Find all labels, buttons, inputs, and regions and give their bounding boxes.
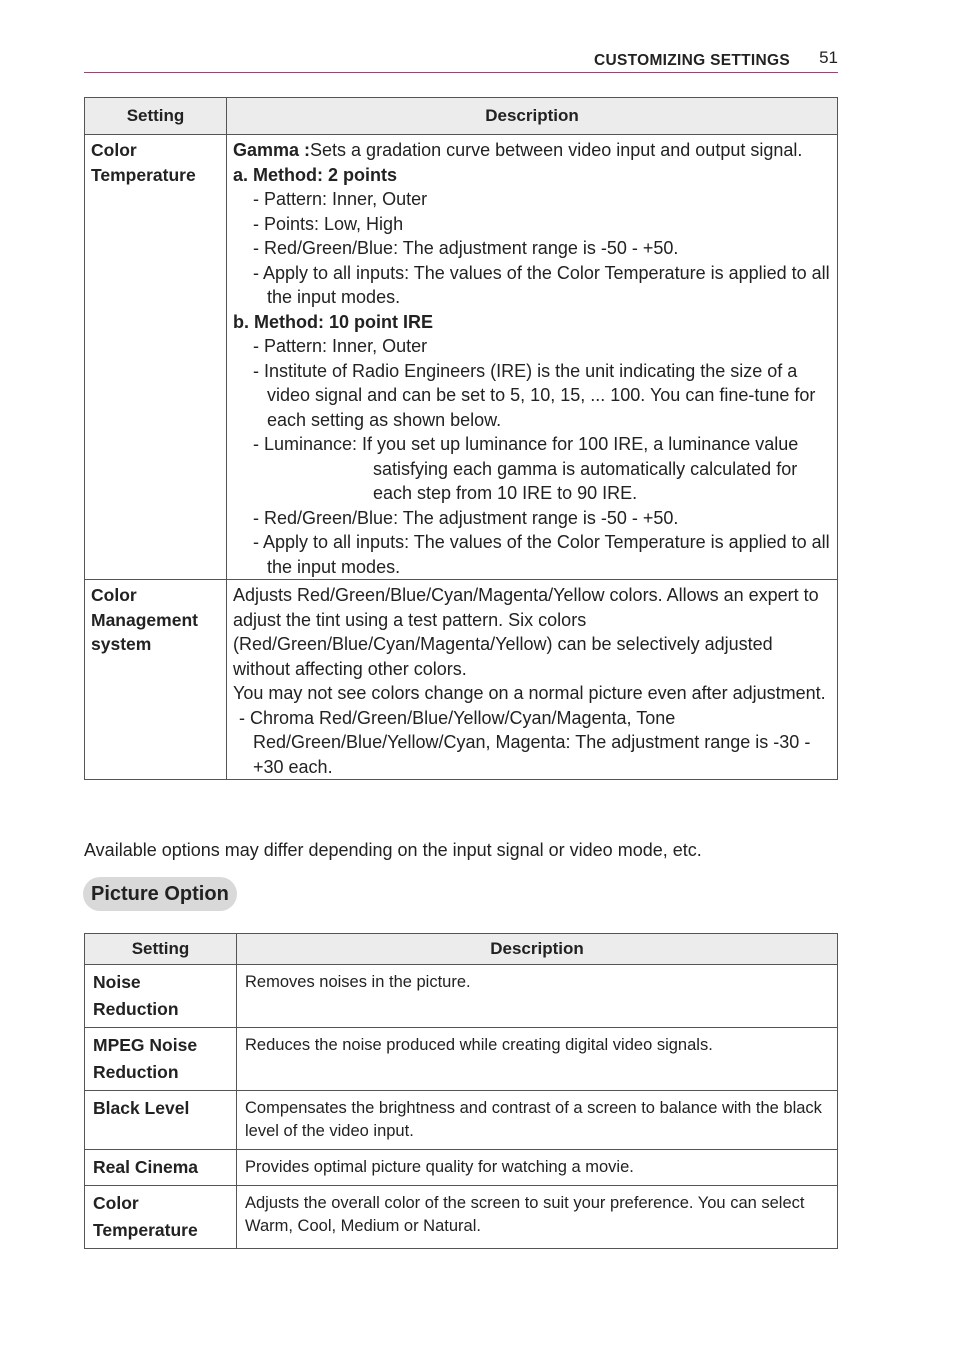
column-header-setting: Setting <box>85 934 237 965</box>
table-row <box>85 965 838 1028</box>
table-header-row <box>85 98 838 135</box>
table-row <box>85 1186 838 1249</box>
list-item: - Chroma Red/Green/Blue/Yellow/Cyan/Magenta, Tone Red/Green/Blue/Yellow/Cyan, Magenta: The adjustment range is -30 - +30 each. <box>239 707 811 777</box>
list-item: - Pattern: Inner, Outer <box>253 189 428 209</box>
description-color-temperature <box>227 135 838 580</box>
table-row <box>85 1091 838 1150</box>
luminance-item: - Luminance: If you set up luminance for 100 IRE, a luminance value satisfying each gamma is automatically calculated for each step from 10 IRE to 90 IRE. <box>253 434 799 503</box>
color-settings-table <box>84 97 838 780</box>
table-row <box>85 1028 838 1091</box>
description-black-level: Compensates the brightness and contrast of a screen to balance with the black level of the video input. <box>237 1091 838 1150</box>
setting-color-temperature: Color Temperature <box>85 135 227 580</box>
method-b-heading: b. Method: 10 point IRE <box>233 311 433 332</box>
picture-option-table <box>84 933 838 1249</box>
list-item: - Apply to all inputs: The values of the Color Temperature is applied to all the input modes. <box>253 262 830 307</box>
table-row <box>85 580 838 780</box>
setting-black-level: Black Level <box>85 1091 237 1150</box>
availability-note: Available options may differ depending on the input signal or video mode, etc. <box>84 840 702 860</box>
column-header-setting: Setting <box>85 98 227 135</box>
section-heading-picture-option: Picture Option <box>83 877 237 911</box>
list-item: - Red/Green/Blue: The adjustment range is -50 - +50. <box>253 507 679 528</box>
list-item: - Red/Green/Blue: The adjustment range is -50 - +50. <box>253 238 679 258</box>
setting-mpeg-noise-reduction: MPEG Noise Reduction <box>85 1028 237 1091</box>
table-header-row <box>85 934 838 965</box>
cms-paragraph-1: Adjusts Red/Green/Blue/Cyan/Magenta/Yellow colors. Allows an expert to adjust the tint using a test pattern. Six colors (Red/Green/Blue/Cyan/Magenta/Yellow) can be selectively adjusted without affecting other colors. <box>233 585 819 679</box>
table-row <box>85 1150 838 1186</box>
description-mpeg-noise-reduction: Reduces the noise produced while creating digital video signals. <box>237 1028 838 1091</box>
list-item: - Apply to all inputs: The values of the Color Temperature is applied to all the input modes. <box>253 532 830 577</box>
column-header-description: Description <box>237 934 838 965</box>
page-number: 51 <box>819 48 838 67</box>
page-header <box>84 50 838 73</box>
description-noise-reduction: Removes noises in the picture. <box>237 965 838 1028</box>
gamma-text: Sets a gradation curve between video input and output signal. <box>310 140 803 160</box>
setting-color-management: Color Management system <box>85 580 227 780</box>
method-a-heading: a. Method: 2 points <box>233 164 397 185</box>
list-item: - Pattern: Inner, Outer <box>253 336 428 356</box>
gamma-label: Gamma : <box>233 140 311 160</box>
description-color-temperature: Adjusts the overall color of the screen to suit your preference. You can select Warm, Cool, Medium or Natural. <box>237 1186 838 1249</box>
description-real-cinema: Provides optimal picture quality for watching a movie. <box>237 1150 838 1186</box>
description-color-management <box>227 580 838 780</box>
list-item: - Points: Low, High <box>253 213 404 234</box>
table-row <box>85 135 838 580</box>
gamma-paragraph <box>233 138 831 163</box>
setting-noise-reduction: Noise Reduction <box>85 965 237 1028</box>
cms-paragraph-2: You may not see colors change on a normal picture even after adjustment. <box>233 683 826 703</box>
section-title: CUSTOMIZING SETTINGS <box>593 52 790 69</box>
list-item: - Institute of Radio Engineers (IRE) is the unit indicating the size of a video signal and can be set to 5, 10, 15, ... 100. You can fine-tune for each setting as shown below. <box>253 360 816 430</box>
setting-color-temperature: Color Temperature <box>85 1186 237 1249</box>
setting-real-cinema: Real Cinema <box>85 1150 237 1186</box>
column-header-description: Description <box>227 98 838 135</box>
